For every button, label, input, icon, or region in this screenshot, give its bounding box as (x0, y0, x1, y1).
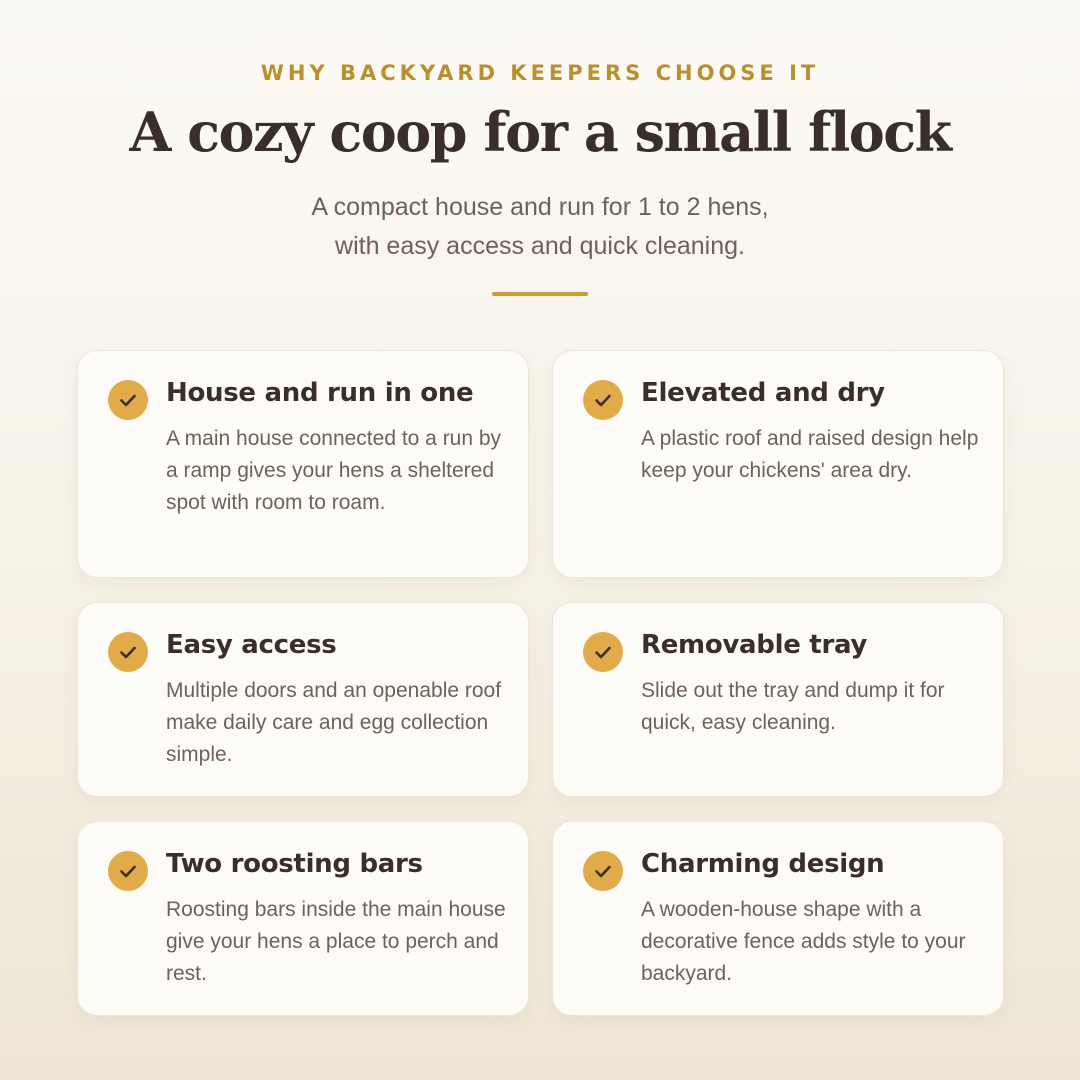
check-icon (583, 380, 623, 420)
feature-card-removable-tray (552, 602, 1004, 797)
feature-title: Removable tray (641, 630, 868, 660)
feature-card-charming-design (552, 821, 1004, 1016)
check-icon (108, 632, 148, 672)
feature-title: Two roosting bars (166, 849, 423, 879)
feature-card-easy-access (77, 602, 529, 797)
subtitle-line-1: A compact house and run for 1 to 2 hens, (311, 193, 769, 221)
feature-description: A plastic roof and raised design help keep your chickens' area dry. (641, 427, 979, 482)
feature-title: House and run in one (166, 378, 474, 408)
feature-description: Roosting bars inside the main house give your hens a place to perch and rest. (166, 898, 506, 985)
page-subtitle (240, 188, 840, 266)
feature-title: Easy access (166, 630, 337, 660)
feature-title: Elevated and dry (641, 378, 885, 408)
feature-card-roosting-bars (77, 821, 529, 1016)
feature-card-house-and-run (77, 350, 529, 578)
subtitle-line-2: with easy access and quick cleaning. (335, 232, 745, 260)
check-icon (583, 851, 623, 891)
page-title: A cozy coop for a small flock (129, 100, 951, 164)
feature-description: Multiple doors and an openable roof make daily care and egg collection simple. (166, 679, 502, 766)
check-icon (583, 632, 623, 672)
eyebrow-label: WHY BACKYARD KEEPERS CHOOSE IT (260, 61, 820, 85)
feature-title: Charming design (641, 849, 885, 879)
feature-description: Slide out the tray and dump it for quick, easy cleaning. (641, 679, 945, 734)
feature-card-elevated-and-dry (552, 350, 1004, 578)
feature-description: A main house connected to a run by a ramp gives your hens a sheltered spot with room to roam. (166, 427, 502, 514)
check-icon (108, 851, 148, 891)
divider (492, 292, 588, 296)
check-icon (108, 380, 148, 420)
feature-description: A wooden-house shape with a decorative fence adds style to your backyard. (641, 898, 966, 985)
